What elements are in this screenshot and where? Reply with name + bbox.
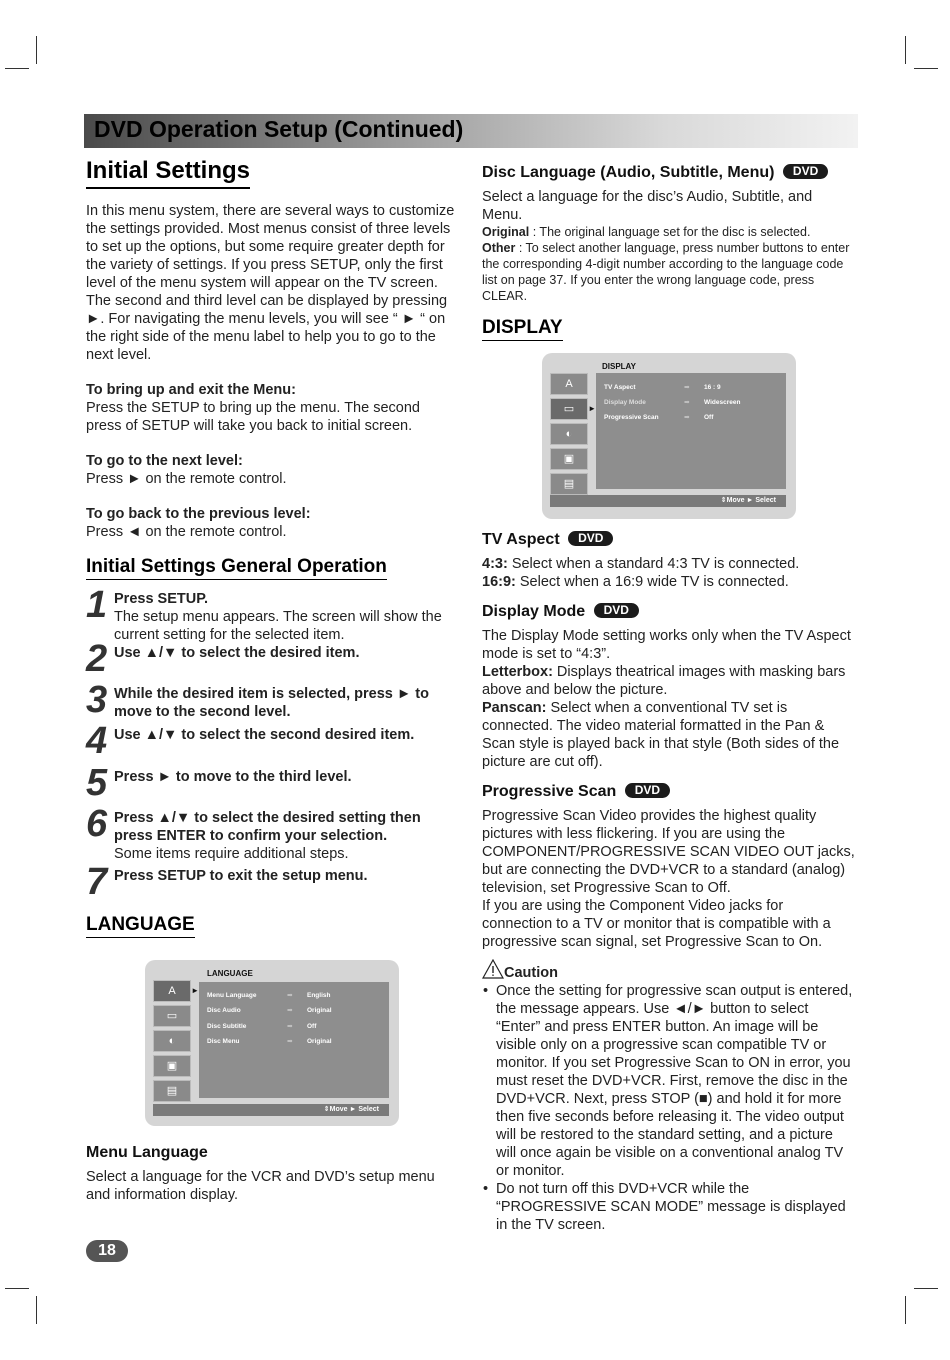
osd-footer: ⇕Move ► Select <box>153 1104 389 1116</box>
display-mode-text: The Display Mode setting works only when the TV Aspect mode is set to “4:3”. <box>482 628 851 662</box>
prev-level-text: Press ◄ on the remote control. <box>86 524 287 540</box>
display-icon: ▭ ► <box>550 398 588 420</box>
display-menu-screen <box>542 353 796 519</box>
page-number: 18 <box>86 1240 128 1262</box>
step-item <box>86 720 458 768</box>
caution-item: • Do not turn off this DVD+VCR while the “PROGRESSIVE SCAN MODE” message is displayed in the TV screen. <box>496 1180 856 1234</box>
step-desc: The setup menu appears. The screen will show the current setting for the selected item. <box>114 609 442 643</box>
caution-item: • Once the setting for progressive scan output is entered, the message appears. Use ◄/► button to select “Enter” and press ENTER button. An image will be visible only on a progressive scan compatible TV or monitor. If you set Progressive Scan to ON in error, you must reset the DVD+VCR. First, remove the disc in the DVD+VCR. Next, press STOP (■) and hold it for more then five seconds before releasing it. The video output will be restored to the standard setting, and a picture will once again be visible on a conventional analog TV or monitor. <box>496 982 856 1180</box>
language-icon: A ► <box>153 980 191 1002</box>
step-number: 2 <box>86 638 108 680</box>
osd-panel: TV Aspect ⇛ 16 : 9 Display Mode ⇛ Widescreen Progressive Scan ⇛ Off <box>596 373 786 489</box>
progressive-scan-p1: Progressive Scan Video provides the highest quality pictures with less flickering. If you are using the COMPONENT/PROGRESSIVE SCAN VIDEO OUT jacks, but are connecting the DVD+VCR to a standard (analog) television, set Progressive Scan to Off. <box>482 808 855 896</box>
disc-language-text: Select a language for the disc’s Audio, Subtitle, and Menu. <box>482 189 813 223</box>
step-title: Press ► to move to the third level. <box>114 769 352 785</box>
progressive-scan-p2: If you are using the Component Video jacks for connection to a TV or monitor that is compatible with a progressive scan signal, set Progressive Scan to On. <box>482 898 831 950</box>
osd-title: LANGUAGE <box>207 969 253 978</box>
disc-language-heading: Disc Language (Audio, Subtitle, Menu) DVD <box>482 162 856 183</box>
step-item <box>86 803 458 867</box>
tv-aspect-heading: TV Aspect DVD <box>482 529 856 550</box>
tv-aspect-43: 4:3: Select when a standard 4:3 TV is connected. <box>482 556 800 572</box>
step-number: 6 <box>86 803 108 845</box>
osd-footer: ⇕Move ► Select <box>550 495 786 507</box>
step-title: While the desired item is selected, press ► to move to the second level. <box>114 686 429 720</box>
dvd-badge: DVD <box>783 164 828 179</box>
right-column <box>482 162 856 1234</box>
tv-aspect-169: 16:9: Select when a 16:9 wide TV is connected. <box>482 574 789 590</box>
next-level-heading: To go to the next level: <box>86 453 243 469</box>
step-number: 3 <box>86 679 108 721</box>
others-icon: ▤ <box>153 1080 191 1102</box>
step-item <box>86 861 458 913</box>
crop-mark <box>905 1296 906 1324</box>
step-title: Press SETUP. <box>114 591 209 607</box>
crop-mark <box>914 1288 938 1289</box>
panscan-text: Panscan: Select when a conventional TV set is connected. The video material formatted in the Pan & Scan style is played back in that style (Both sides of the picture are cut off). <box>482 700 840 770</box>
intro-paragraph: In this menu system, there are several ways to customize the settings provided. Most menus consist of three levels to set up the options, but some require greater depth for the variety of settings. If you press SETUP, only the first level of the menu system will appear on the TV screen. The second and third level can be displayed by pressing ►. For navigating the menu levels, you will see “ ► “ on the right side of the menu label to help you to go to the next level. <box>86 203 455 363</box>
menu-language-heading: Menu Language <box>86 1144 208 1161</box>
progressive-scan-heading: Progressive Scan DVD <box>482 781 856 802</box>
audio-icon: ◐ <box>550 423 588 445</box>
original-option: Original : The original language set for the disc is selected. <box>482 225 811 239</box>
general-operation-heading: Initial Settings General Operation <box>86 555 387 580</box>
other-option: Other : To select another language, press number buttons to enter the corresponding 4-digit number according to the language code list on page 37. If you enter the wrong language code, press CLEAR. <box>482 241 850 303</box>
display-mode-heading: Display Mode DVD <box>482 601 856 622</box>
step-item <box>86 638 458 685</box>
display-icon: ▭ <box>153 1005 191 1027</box>
step-title: Press ▲/▼ to select the desired setting then press ENTER to confirm your selection. <box>114 810 421 844</box>
crop-mark <box>905 36 906 64</box>
step-number: 5 <box>86 762 108 804</box>
initial-settings-heading: Initial Settings <box>86 156 250 189</box>
osd-icon-column <box>153 980 199 1105</box>
step-number: 4 <box>86 720 108 762</box>
section-banner <box>84 114 858 148</box>
step-item <box>86 762 458 809</box>
crop-mark <box>914 68 938 69</box>
others-icon: ▤ <box>550 473 588 495</box>
bring-up-heading: To bring up and exit the Menu: <box>86 382 296 398</box>
step-item <box>86 679 458 726</box>
dvd-badge: DVD <box>625 783 670 798</box>
language-menu-screen <box>145 960 399 1126</box>
crop-mark <box>36 36 37 64</box>
step-title: Use ▲/▼ to select the desired item. <box>114 645 360 661</box>
menu-language-text: Select a language for the VCR and DVD’s setup menu and information display. <box>86 1169 435 1203</box>
lock-icon: ▣ <box>550 448 588 470</box>
osd-icon-column <box>550 373 596 498</box>
caution-heading: Caution <box>482 959 856 982</box>
step-item <box>86 584 458 644</box>
page-title: DVD Operation Setup (Continued) <box>94 116 464 142</box>
step-desc: Some items require additional steps. <box>114 846 349 862</box>
step-title: Use ▲/▼ to select the second desired item. <box>114 727 415 743</box>
osd-panel: Menu Language ⇛ English Disc Audio ⇛ Original Disc Subtitle ⇛ Off Disc Menu ⇛ Original <box>199 982 389 1098</box>
next-level-text: Press ► on the remote control. <box>86 471 287 487</box>
warning-icon <box>482 959 504 979</box>
crop-mark <box>5 68 29 69</box>
lock-icon: ▣ <box>153 1055 191 1077</box>
language-icon: A <box>550 373 588 395</box>
step-number: 1 <box>86 584 108 626</box>
step-number: 7 <box>86 861 108 903</box>
crop-mark <box>5 1288 29 1289</box>
audio-icon: ◐ <box>153 1030 191 1052</box>
step-title: Press SETUP to exit the setup menu. <box>114 868 368 884</box>
prev-level-heading: To go back to the previous level: <box>86 506 311 522</box>
osd-title: DISPLAY <box>602 362 636 371</box>
bring-up-text: Press the SETUP to bring up the menu. The second press of SETUP will take you back to initial screen. <box>86 400 420 434</box>
crop-mark <box>36 1296 37 1324</box>
dvd-badge: DVD <box>568 531 613 546</box>
caution-list <box>482 982 856 1234</box>
language-heading: LANGUAGE <box>86 913 195 938</box>
display-heading: DISPLAY <box>482 316 563 341</box>
dvd-badge: DVD <box>594 603 639 618</box>
left-column <box>86 156 458 1204</box>
letterbox-text: Letterbox: Displays theatrical images with masking bars above and below the picture. <box>482 664 846 698</box>
